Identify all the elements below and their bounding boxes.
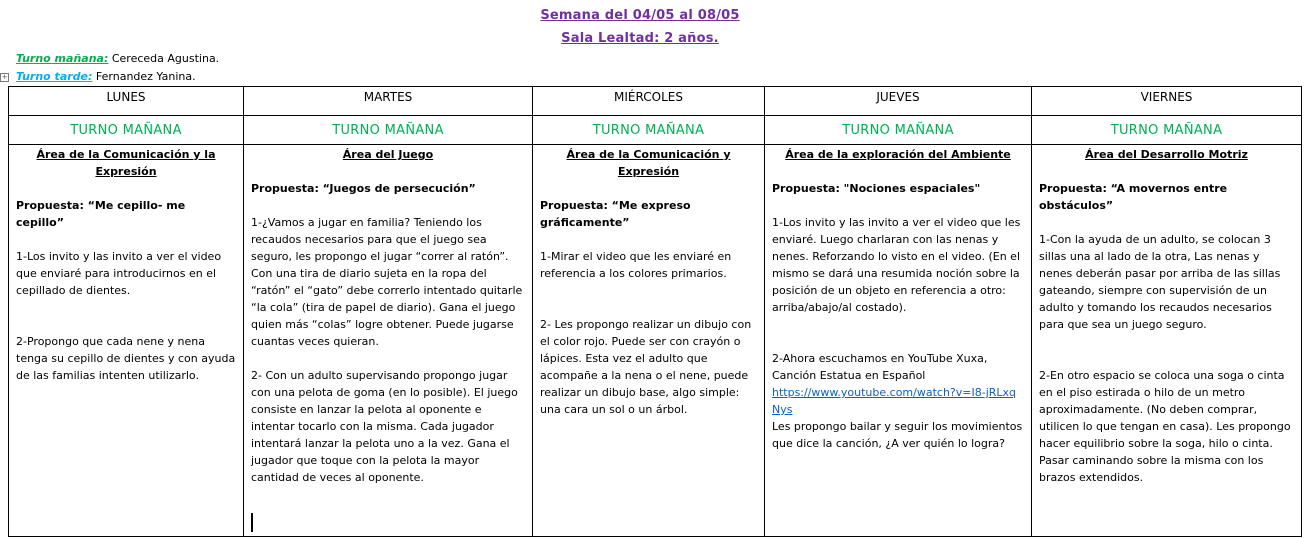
- activity-paragraph-2: 2- Con un adulto supervisando propongo jugar con una pelota de goma (en lo posible). El juego consiste en lanzar la pelota al oponente e intentar tocarlo con la misma. Cada jugador intentará lanzar la pelota uno a la vez. Gana el jugador que toque con la pelota la mayor cantidad de veces al oponente.: [251, 369, 518, 484]
- turno-cell-jueves[interactable]: TURNO MAÑANA: [765, 116, 1032, 145]
- activity-paragraph-1: 1-Los invito y las invito a ver el video que enviaré para introducirnos en el cepillado de dientes.: [16, 250, 222, 297]
- activity-cell-miercoles[interactable]: [533, 145, 765, 537]
- page-title-week: Semana del 04/05 al 08/05: [540, 8, 740, 23]
- turno-row: [9, 116, 1302, 145]
- propuesta-title: Propuesta: “Me expreso gráficamente”: [540, 199, 691, 229]
- day-label: JUEVES: [876, 90, 920, 104]
- day-header-row: [9, 87, 1302, 116]
- activity-paragraph-3: Les propongo bailar y seguir los movimientos que dice la canción, ¿A ver quién lo logra?: [772, 420, 1023, 450]
- turno-cell-martes[interactable]: TURNO MAÑANA: [244, 116, 533, 145]
- turno-manana-name: Cereceda Agustina.: [108, 52, 220, 65]
- turno-tarde-line: [16, 70, 196, 83]
- day-label: MIÉRCOLES: [614, 90, 683, 104]
- turno-tarde-name: Fernandez Yanina.: [92, 70, 196, 83]
- activity-paragraph-2: 2-Propongo que cada nene y nena tenga su cepillo de dientes y con ayuda de las familias intenten utilizarlo.: [16, 335, 236, 382]
- area-title: Área del Desarrollo Motriz: [1085, 148, 1248, 161]
- activity-cell-martes[interactable]: [244, 145, 533, 537]
- activity-paragraph-1: 1-Los invito y las invito a ver el video que les enviaré. Luego charlaran con las nenas y nenes. Reforzando lo visto en el video. (En el mismo se dará una resumida noción sobre la posición de un objeto en referencia a otro: arriba/abajo/al costado).: [772, 216, 1021, 314]
- day-header-lunes[interactable]: [9, 87, 244, 116]
- area-title: Área de la exploración del Ambiente: [785, 148, 1011, 161]
- day-label: MARTES: [363, 90, 413, 104]
- day-header-jueves[interactable]: [765, 87, 1032, 116]
- activity-paragraph-1: 1-¿Vamos a jugar en familia? Teniendo los recaudos necesarios para que el juego sea seguro, les propongo el jugar “correr al ratón”. Con una tira de diario sujeta en la ropa del “ratón” el “gato” debe correrlo intentado quitarle “la cola” (tira de papel de diario). Gana el juego quien más “colas” logre obtener. Puede jugarse cuantas veces quieran.: [251, 216, 523, 348]
- page-subtitle-room: Sala Lealtad: 2 años.: [561, 31, 719, 46]
- area-title: Área de la Comunicación y la Expresión: [36, 148, 216, 178]
- day-label: LUNES: [106, 90, 146, 104]
- youtube-link[interactable]: https://www.youtube.com/watch?v=I8-jRLxqNys: [772, 386, 1017, 416]
- turno-tarde-label: Turno tarde:: [16, 70, 93, 83]
- table-move-handle-icon[interactable]: +: [1, 73, 8, 81]
- activity-cell-jueves[interactable]: [765, 145, 1032, 537]
- activity-paragraph-1: 1-Con la ayuda de un adulto, se colocan 3 sillas una al lado de la otra, Las nenas y nenes deberán pasar por arriba de las sillas gateando, siempre con supervisión de un adulto y tomando los recaudos necesarios para que sea un juego seguro.: [1039, 233, 1281, 331]
- activity-cell-viernes[interactable]: [1032, 145, 1302, 537]
- weekly-plan-table: [8, 86, 1302, 537]
- propuesta-title: Propuesta: “Juegos de persecución”: [251, 182, 476, 195]
- activities-row: [9, 145, 1302, 537]
- turno-cell-viernes[interactable]: TURNO MAÑANA: [1032, 116, 1302, 145]
- turno-manana-label: Turno mañana:: [16, 52, 109, 65]
- propuesta-title: Propuesta: “Me cepillo- me cepillo”: [16, 199, 186, 229]
- activity-cell-lunes[interactable]: [9, 145, 244, 537]
- turno-cell-miercoles[interactable]: TURNO MAÑANA: [533, 116, 765, 145]
- text-cursor: [251, 513, 253, 532]
- turno-manana-line: [16, 52, 219, 65]
- area-title: Área de la Comunicación y Expresión: [566, 148, 731, 178]
- activity-paragraph-2: 2-En otro espacio se coloca una soga o cinta en el piso estirada o hilo de un metro aproximadamente. (No deben comprar, utilicen lo que tengan en casa). Les propongo hacer equilibrio sobre la soga, hilo o cinta. Pasar caminando sobre la misma con los brazos extendidos.: [1039, 369, 1291, 484]
- day-header-miercoles[interactable]: [533, 87, 765, 116]
- day-label: VIERNES: [1140, 90, 1193, 104]
- propuesta-title: Propuesta: "Nociones espaciales": [772, 182, 981, 195]
- turno-cell-lunes[interactable]: TURNO MAÑANA: [9, 116, 244, 145]
- propuesta-title: Propuesta: “A movernos entre obstáculos”: [1039, 182, 1228, 212]
- activity-paragraph-2: 2- Les propongo realizar un dibujo con el color rojo. Puede ser con crayón o lápices. Esta vez el adulto que acompañe a la nena o el nene, puede realizar un dibujo base, algo simple: una cara un sol o un árbol.: [540, 318, 752, 416]
- day-header-viernes[interactable]: [1032, 87, 1302, 116]
- activity-paragraph-2: 2-Ahora escuchamos en YouTube Xuxa, Canción Estatua en Español: [772, 352, 988, 382]
- day-header-martes[interactable]: [244, 87, 533, 116]
- activity-paragraph-1: 1-Mirar el video que les enviaré en referencia a los colores primarios.: [540, 250, 732, 280]
- area-title: Área del Juego: [342, 148, 434, 161]
